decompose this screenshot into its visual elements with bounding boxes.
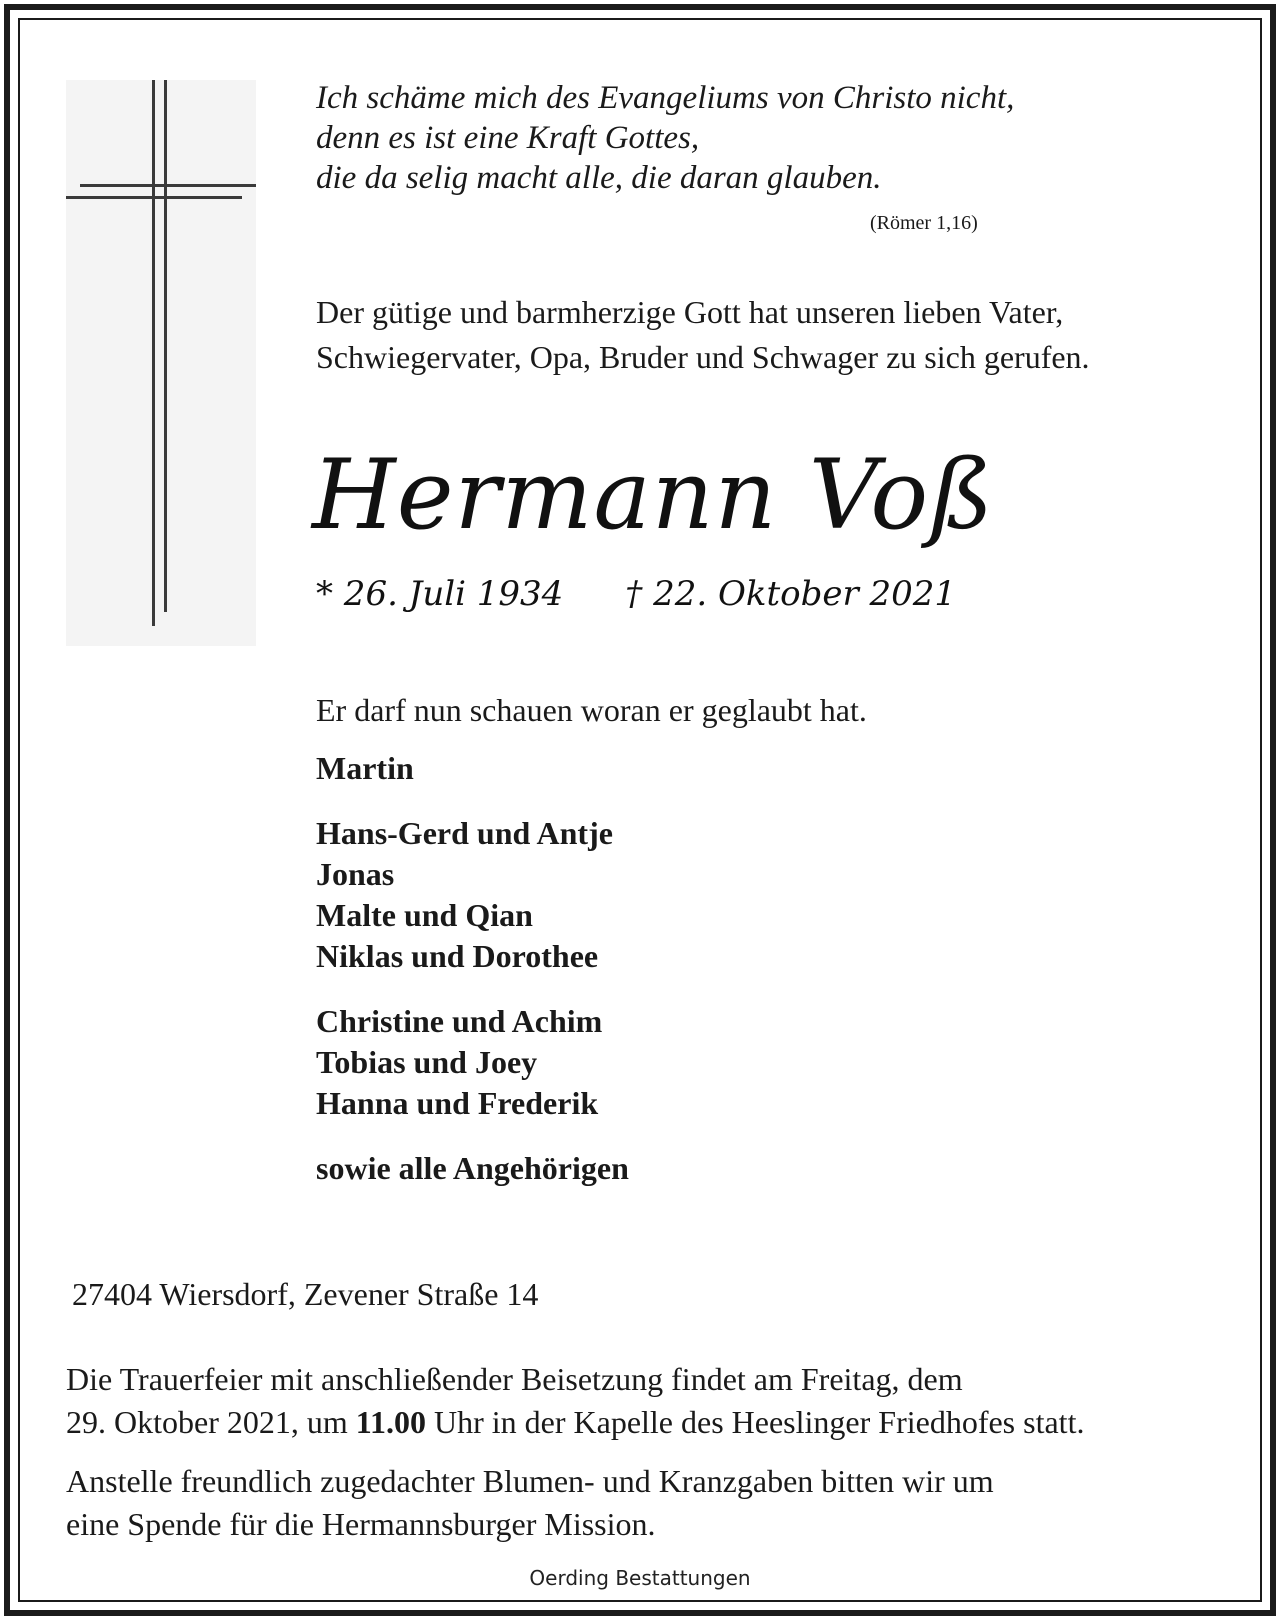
mourners-list: [316, 748, 629, 1213]
life-dates: [316, 572, 956, 616]
donation-line: Anstelle freundlich zugedachter Blumen- und Kranzgaben bitten wir um: [66, 1463, 994, 1499]
bible-quote: [316, 78, 1014, 198]
deceased-name: Hermann Voß: [312, 439, 995, 551]
intro-text: [316, 290, 1090, 380]
address: 27404 Wiersdorf, Zevener Straße 14: [72, 1276, 539, 1312]
birth-date: * 26. Juli 1934: [316, 574, 564, 614]
mourner-name: Martin: [316, 750, 414, 786]
mourner-name: sowie alle Angehörigen: [316, 1150, 629, 1186]
mourner-name: Christine und Achim: [316, 1003, 603, 1039]
mourner-name: Hans-Gerd und Antje: [316, 815, 613, 851]
funeral-home: Oerding Bestattungen: [529, 1566, 751, 1590]
mourner-name: Jonas: [316, 856, 395, 892]
mourner-group: [316, 813, 629, 977]
quote-line: Ich schäme mich des Evangeliums von Christo nicht,: [316, 80, 1015, 116]
death-date: † 22. Oktober 2021: [625, 574, 957, 614]
intro-line: Schwiegervater, Opa, Bruder und Schwager zu sich gerufen.: [316, 339, 1090, 375]
mourner-group: [316, 748, 629, 789]
donation-line: eine Spende für die Hermannsburger Mission.: [66, 1506, 656, 1542]
quote-reference: (Römer 1,16): [870, 212, 978, 234]
mourner-group: [316, 1148, 629, 1189]
quote-line: die da selig macht alle, die daran glauben.: [316, 160, 882, 196]
tagline: Er darf nun schauen woran er geglaubt hat.: [316, 692, 867, 728]
mourner-name: Tobias und Joey: [316, 1044, 538, 1080]
mourner-name: Niklas und Dorothee: [316, 938, 599, 974]
ceremony-time: 11.00: [355, 1404, 426, 1440]
mourner-group: [316, 1001, 629, 1124]
ceremony-info: [66, 1358, 1084, 1444]
mourner-name: Malte und Qian: [316, 897, 533, 933]
donation-info: [66, 1460, 994, 1546]
ceremony-place: Uhr in der Kapelle des Heeslinger Friedhofes statt.: [425, 1404, 1085, 1440]
cross-icon: [66, 80, 256, 646]
quote-line: denn es ist eine Kraft Gottes,: [316, 120, 700, 156]
ceremony-date: 29. Oktober 2021, um: [66, 1404, 356, 1440]
intro-line: Der gütige und barmherzige Gott hat unseren lieben Vater,: [316, 294, 1064, 330]
ceremony-line: [66, 1401, 1084, 1444]
ceremony-line: Die Trauerfeier mit anschließender Beisetzung findet am Freitag, dem: [66, 1361, 963, 1397]
mourner-name: Hanna und Frederik: [316, 1085, 599, 1121]
